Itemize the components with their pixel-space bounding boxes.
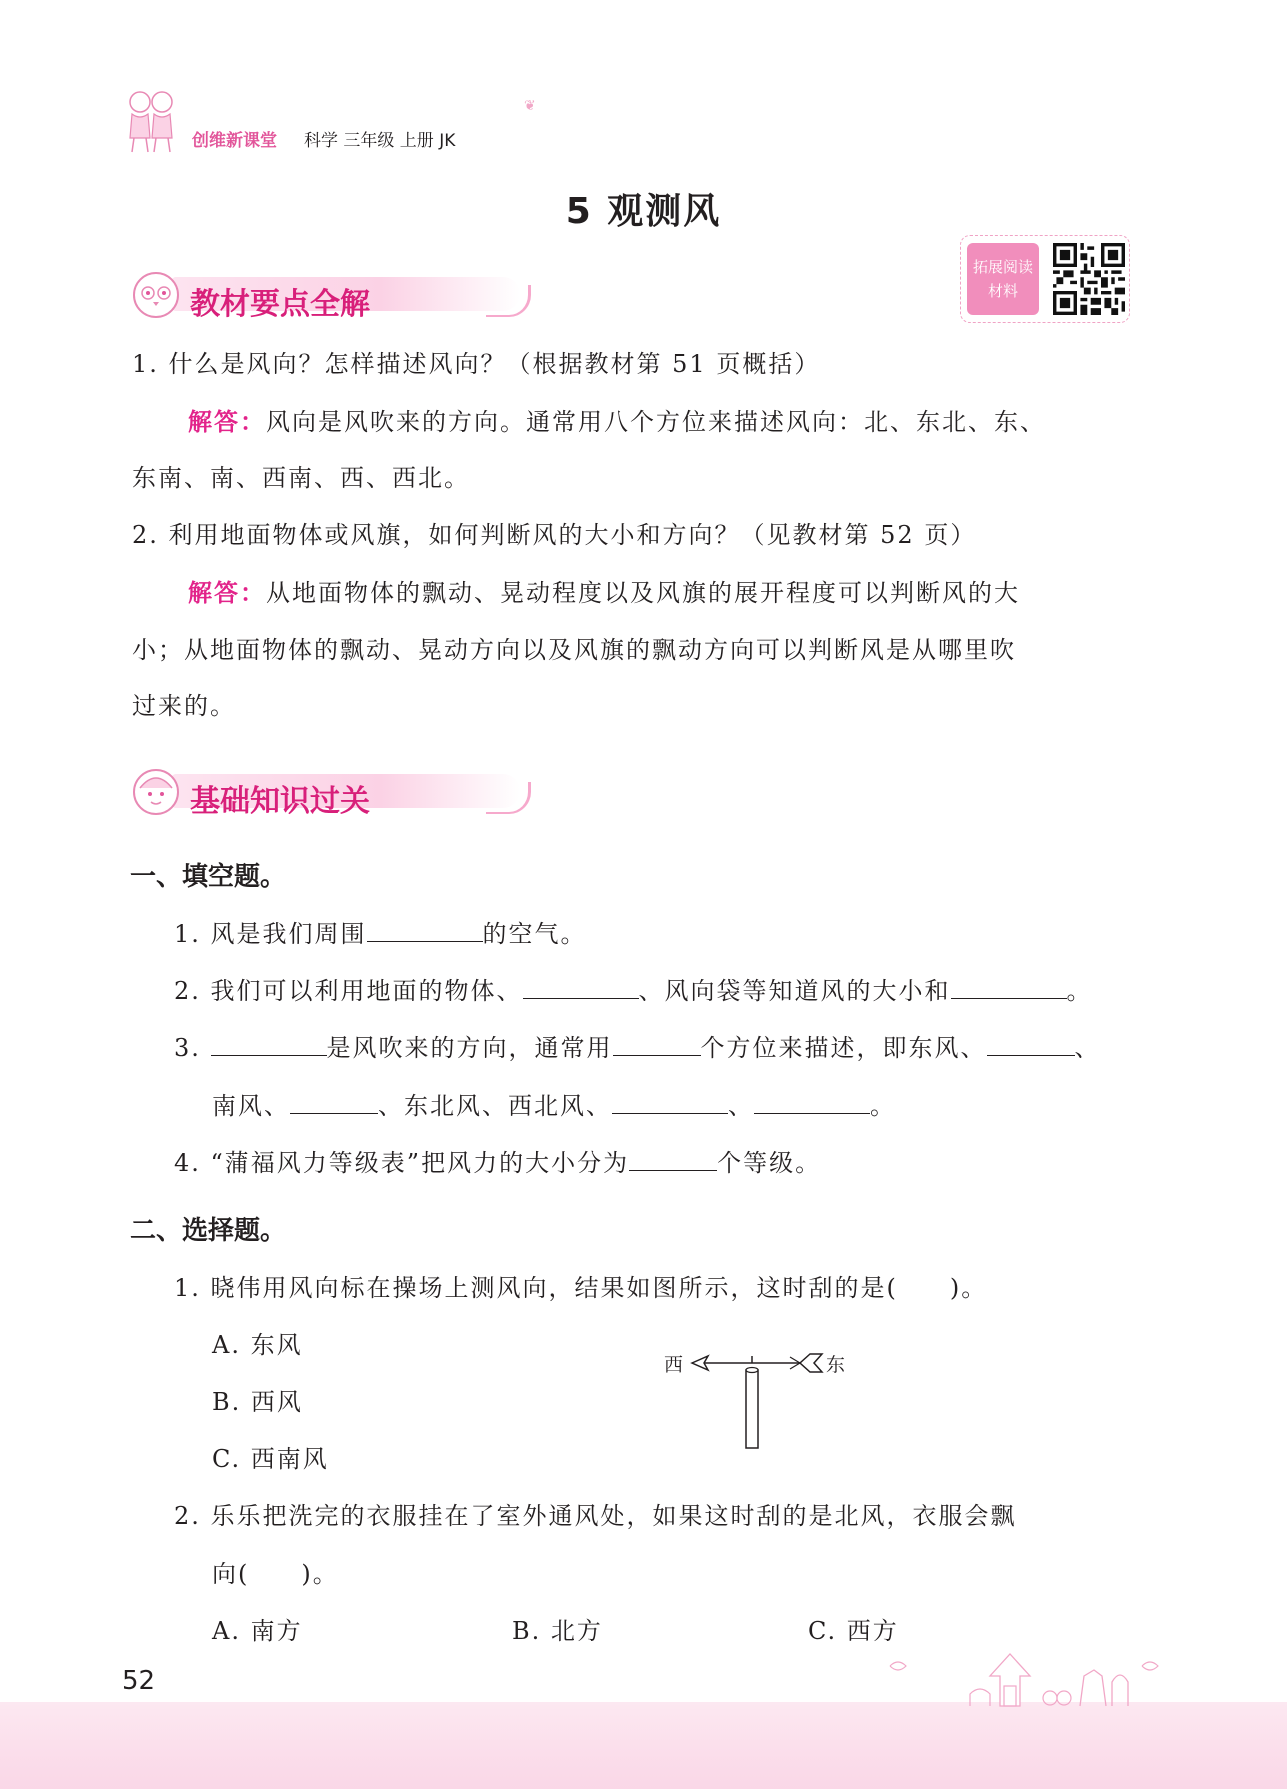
choice-option-a[interactable]: A. 东风	[212, 1331, 303, 1359]
choice-heading: 二、选择题。	[130, 1216, 287, 1246]
fill-question-3: 3. 是风吹来的方向，通常用 个方位来描述，即东风、 、	[174, 1028, 1101, 1063]
answer-blank[interactable]	[290, 1089, 378, 1114]
answer-1-line-2: 东南、南、西南、西、西北。	[132, 464, 470, 492]
fill-question-2: 2. 我们可以利用地面的物体、 、风向袋等知道风的大小和 。	[174, 971, 1093, 1006]
choice-option-a[interactable]: A. 南方	[212, 1617, 303, 1645]
butterfly-icon: ❦	[524, 98, 536, 114]
section-banner-key-points	[128, 271, 538, 322]
section-banner-basic-knowledge	[128, 768, 538, 819]
section-title: 教材要点全解	[190, 287, 370, 322]
answer-2-line-2: 小；从地面物体的飘动、晃动方向以及风旗的飘动方向可以判断风是从哪里吹	[132, 636, 1016, 664]
answer-blank[interactable]	[629, 1146, 717, 1171]
question-1: 1. 什么是风向？怎样描述风向？（根据教材第 51 页概括）	[132, 350, 821, 378]
fill-blank-heading: 一、填空题。	[130, 862, 287, 892]
series-name: 创维新课堂	[192, 131, 277, 151]
vane-west-label: 西	[664, 1354, 684, 1376]
choice-option-b[interactable]: B. 西风	[212, 1388, 303, 1416]
answer-label: 解答：	[188, 408, 266, 436]
page-number: 52	[122, 1666, 156, 1696]
answer-2-line-3: 过来的。	[132, 692, 236, 720]
answer-1-line-1: 解答：风向是风吹来的方向。通常用八个方位来描述风向：北、东北、东、	[188, 408, 1046, 436]
section-title: 基础知识过关	[190, 784, 370, 819]
choice-option-b[interactable]: B. 北方	[512, 1617, 603, 1645]
girl-mascot-icon	[128, 766, 186, 818]
answer-blank[interactable]	[523, 974, 639, 999]
mascot-logo-icon	[122, 88, 180, 154]
book-info: 科学 三年级 上册 JK	[304, 131, 456, 151]
choice-question-2: 2. 乐乐把洗完的衣服挂在了室外通风处，如果这时刮的是北风，衣服会飘	[174, 1502, 1017, 1530]
question-2: 2. 利用地面物体或风旗，如何判断风的大小和方向？（见教材第 52 页）	[132, 521, 977, 549]
lesson-title: 5 观测风	[565, 191, 722, 232]
answer-blank[interactable]	[613, 1031, 701, 1056]
weathervane-figure	[660, 1340, 860, 1450]
answer-blank[interactable]	[754, 1089, 870, 1114]
choice-question-1: 1. 晓伟用风向标在操场上测风向，结果如图所示，这时刮的是( )。	[174, 1274, 988, 1302]
fill-question-3-cont: 南风、 、东北风、西北风、 、 。	[212, 1086, 896, 1121]
answer-blank[interactable]	[211, 1031, 327, 1056]
choice-option-c[interactable]: C. 西南风	[212, 1445, 329, 1473]
qr-label: 拓展阅读 材料	[967, 243, 1039, 315]
answer-blank[interactable]	[951, 974, 1067, 999]
vane-east-label: 东	[826, 1354, 846, 1376]
answer-label: 解答：	[188, 579, 266, 607]
answer-blank[interactable]	[367, 917, 483, 942]
choice-question-2-cont: 向( )。	[212, 1560, 339, 1588]
answer-blank[interactable]	[987, 1031, 1075, 1056]
castle-decoration-icon	[880, 1646, 1180, 1716]
fill-question-1: 1. 风是我们周围 的空气。	[174, 914, 587, 949]
qr-code-icon	[1053, 243, 1125, 315]
qr-extension-reading[interactable]	[960, 235, 1130, 323]
choice-option-c[interactable]: C. 西方	[808, 1617, 899, 1645]
answer-2-line-1: 解答：从地面物体的飘动、晃动程度以及风旗的展开程度可以判断风的大	[188, 579, 1020, 607]
fill-question-4: 4. “蒲福风力等级表”把风力的大小分为 个等级。	[174, 1143, 821, 1178]
owl-mascot-icon	[128, 269, 186, 321]
answer-blank[interactable]	[612, 1089, 728, 1114]
